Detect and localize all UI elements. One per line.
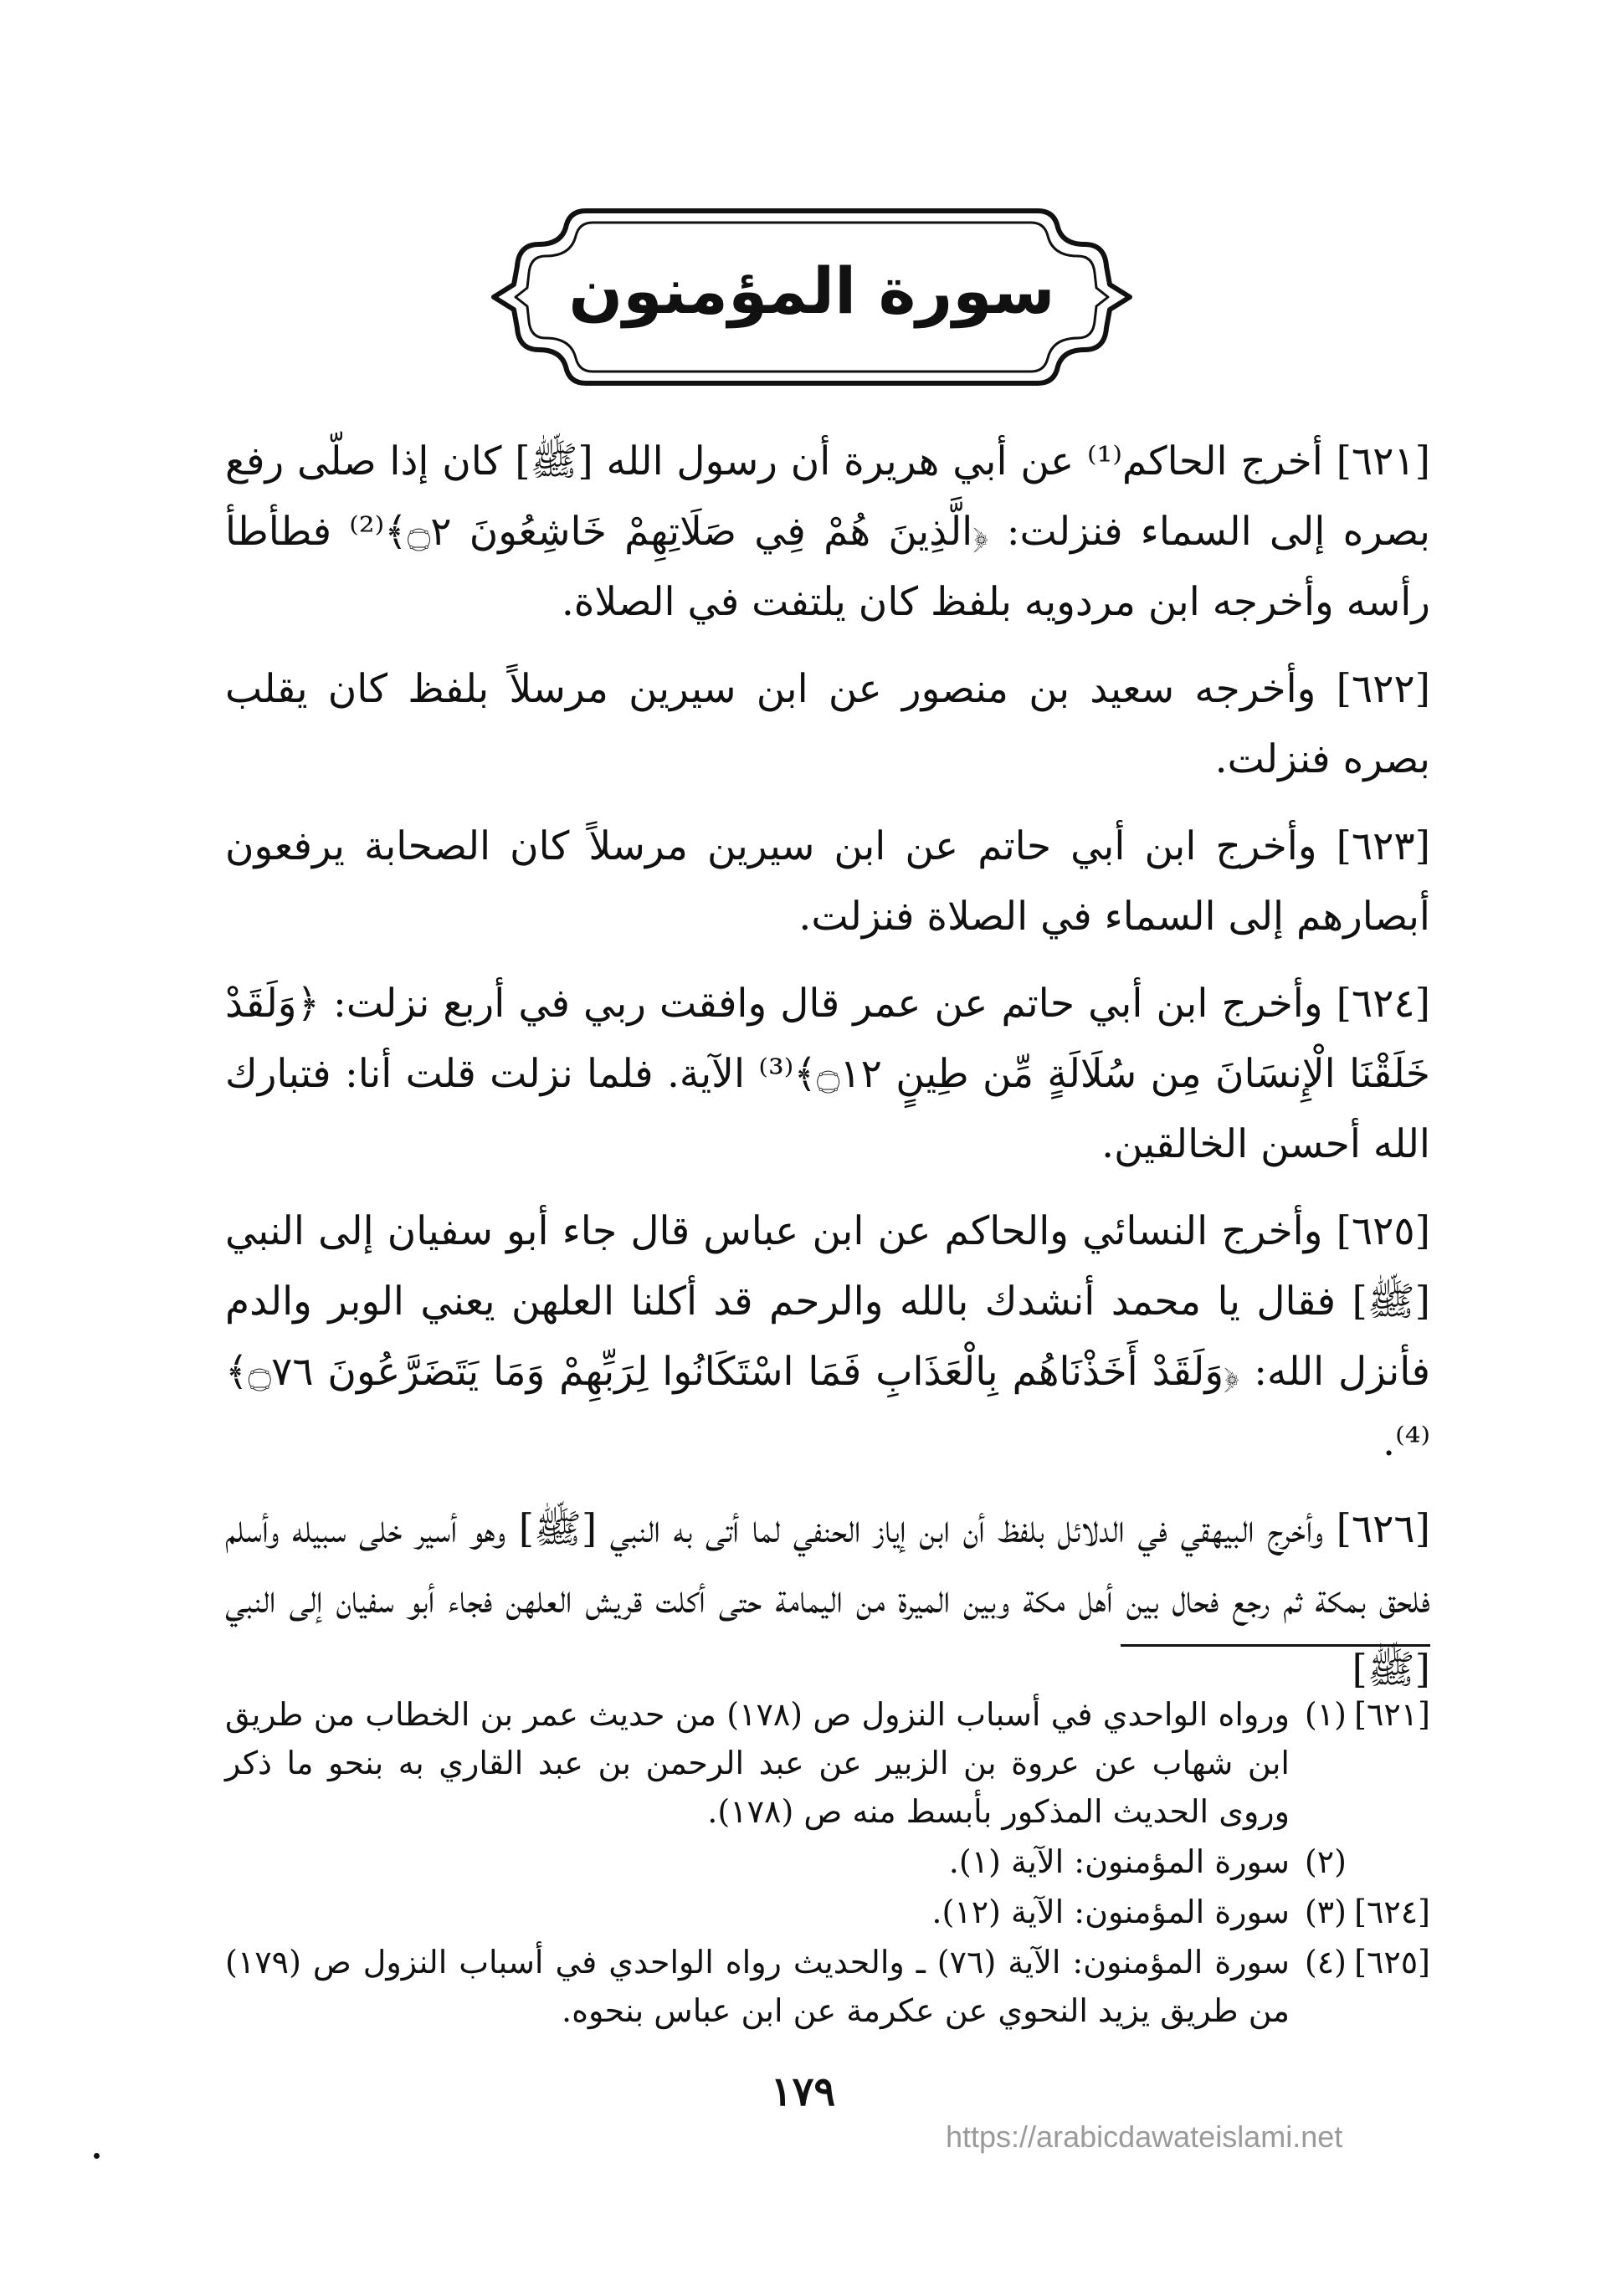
entry-626: [٦٢٦] وأخرج البيهقي في الدلائل بلفظ أن ابن إياز الحنفي لما أتى به النبي [ﷺ] وهو أسير خلى سبيله وأسلم فلحق بمكة ثم رجع فحال بين أهل مكة وبين الميرة من اليمامة حتى أكلت قريش العلهن فجاء أبو سفيان إلى النبي [ﷺ] — [225, 1506, 1430, 1693]
footnote-marker: (١) — [1304, 1696, 1347, 1733]
footnote-marker: (٤) — [1304, 1944, 1347, 1981]
footnote-divider — [1121, 1644, 1430, 1647]
footnote-4 — [225, 1938, 1430, 2035]
entry-622: [٦٢٢] وأخرجه سعيد بن منصور عن ابن سيرين مرسلاً بلفظ كان يقلب بصره فنزلت. — [225, 666, 1430, 782]
footnote-text: سورة المؤمنون: الآية (١٢). — [931, 1894, 1290, 1930]
page-number: ١٧٩ — [770, 2068, 836, 2115]
entry-624: [٦٢٤] وأخرج ابن أبي حاتم عن عمر قال وافقت ربي في أربع نزلت: ﴿وَلَقَدْ خَلَقْنَا الْإِنسَانَ مِن سُلَالَةٍ مِّن طِينٍ ۝١٢﴾⁽³⁾ الآية. فلما نزلت قلت أنا: فتبارك الله أحسن الخالقين. — [225, 981, 1430, 1167]
footnote-entry-ref: [٦٢٥] — [1354, 1944, 1430, 1981]
footnote-1 — [225, 1690, 1430, 1836]
entry-623: [٦٢٣] وأخرج ابن أبي حاتم عن ابن سيرين مرسلاً كان الصحابة يرفعون أبصارهم إلى السماء في الصلاة فنزلت. — [225, 823, 1430, 940]
watermark-url: https://arabicdawateislami.net — [946, 2119, 1343, 2154]
entry-625: [٦٢٥] وأخرج النسائي والحاكم عن ابن عباس قال جاء أبو سفيان إلى النبي [ﷺ] فقال يا محمد أنشدك بالله والرحم قد أكلنا العلهن يعني الوبر والدم فأنزل الله: ﴿وَلَقَدْ أَخَذْنَاهُم بِالْعَذَابِ فَمَا اسْتَكَانُوا لِرَبِّهِمْ وَمَا يَتَضَرَّعُونَ ۝٧٦﴾⁽⁴⁾. — [225, 1208, 1431, 1465]
footnotes — [225, 1690, 1430, 2037]
footnote-text: ورواه الواحدي في أسباب النزول ص (١٧٨) من حديث عمر بن الخطاب من طريق ابن شهاب عن عروة بن الزبير عن عبد الرحمن بن عبد القاري به بنحو ما ذكر وروى الحديث المذكور بأبسط منه ص (١٧٨). — [225, 1696, 1290, 1830]
entry-621: [٦٢١] أخرج الحاكم⁽¹⁾ عن أبي هريرة أن رسول الله [ﷺ] كان إذا صلّى رفع بصره إلى السماء فنزلت: ﴿الَّذِينَ هُمْ فِي صَلَاتِهِمْ خَاشِعُونَ ۝٢﴾⁽²⁾ فطأطأ رأسه وأخرجه ابن مردويه بلفظ كان يلتفت في الصلاة. — [225, 438, 1430, 625]
footnote-entry-ref: [٦٢١] — [1354, 1696, 1430, 1733]
footnote-2 — [225, 1837, 1430, 1886]
footnote-3 — [225, 1888, 1430, 1936]
footnote-marker: (٣) — [1304, 1894, 1347, 1930]
footnote-text: سورة المؤمنون: الآية (١). — [948, 1843, 1290, 1880]
surah-title: سورة المؤمنون — [568, 254, 1055, 328]
footnote-entry-ref: [٦٢٤] — [1354, 1894, 1430, 1930]
footnote-text: سورة المؤمنون: الآية (٧٦) ـ والحديث رواه الواحدي في أسباب النزول ص (١٧٩) من طريق يزيد النحوي عن عكرمة عن ابن عباس بنحوه. — [225, 1944, 1290, 2029]
title-cartouche — [485, 201, 1138, 393]
footnote-marker: (٢) — [1304, 1843, 1347, 1880]
scan-speck — [94, 2153, 100, 2159]
main-text — [225, 427, 1430, 1722]
